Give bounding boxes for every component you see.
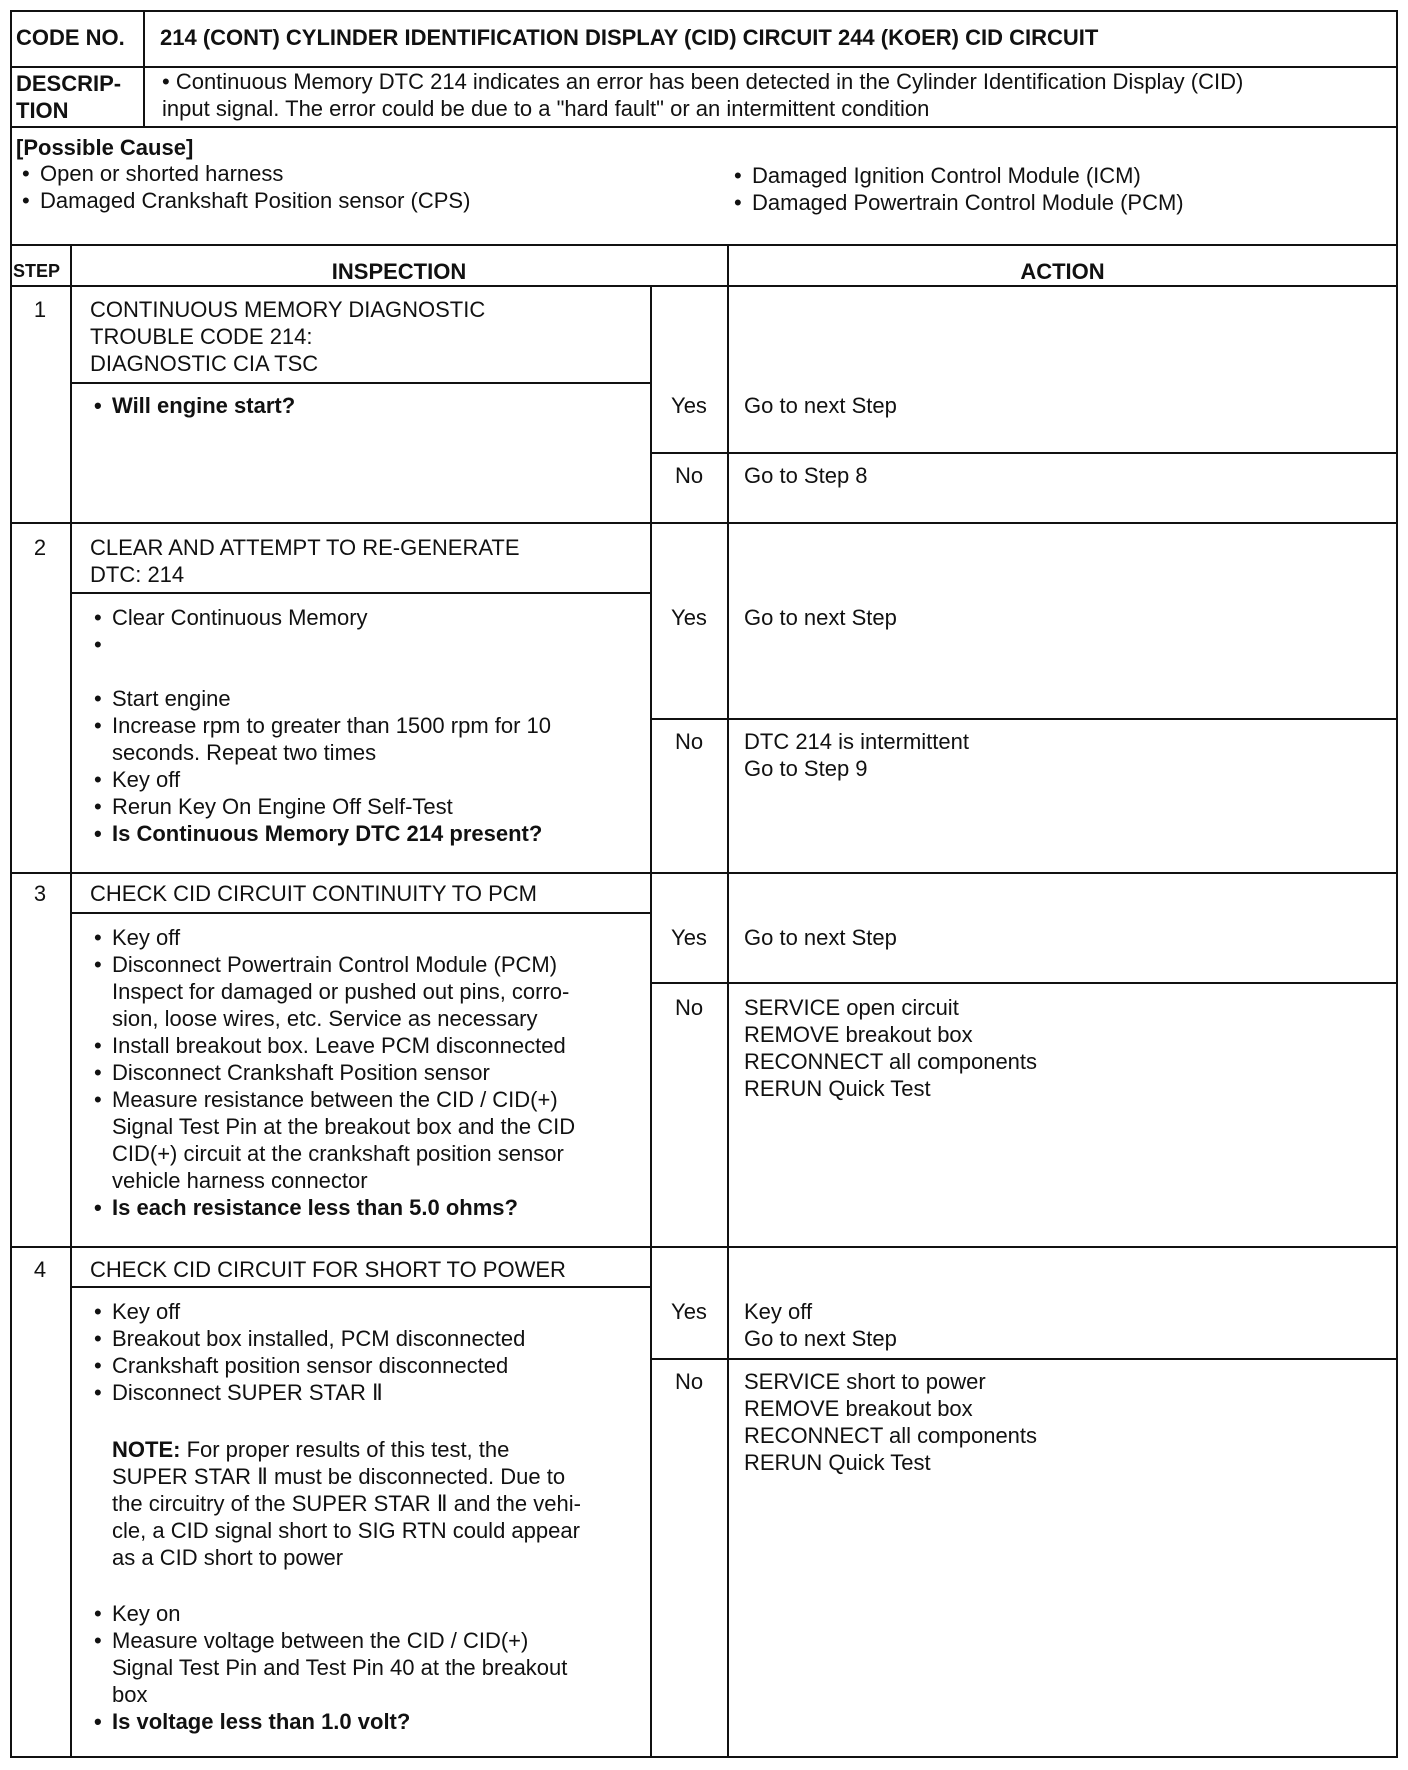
step-title: CHECK CID CIRCUIT CONTINUITY TO PCM	[90, 881, 537, 906]
step-title: CONTINUOUS MEMORY DIAGNOSTIC TROUBLE CODE 214: DIAGNOSTIC CIA TSC	[90, 297, 486, 376]
yes-label: Yes	[671, 393, 707, 418]
yes-action: Go to next Step	[744, 393, 897, 418]
step-number: 2	[33, 535, 47, 560]
description-text: • Continuous Memory DTC 214 indicates an error has been detected in the Cylinder Identification Display (CID) input signal. The error could be due to a "hard fault" or an intermittent condition	[162, 69, 1244, 121]
step-item: • Clear Continuous Memory	[88, 604, 551, 631]
step-item: • Measure resistance between the CID / CID(+) Signal Test Pin at the breakout box and the CID CID(+) circuit at the crankshaft position sensor vehicle harness connector	[88, 1086, 575, 1194]
step-item: • Disconnect Crankshaft Position sensor	[88, 1059, 575, 1086]
step-number: 3	[33, 881, 47, 906]
note-block	[88, 1436, 581, 1571]
step-checklist	[88, 604, 551, 847]
step-number: 1	[33, 297, 47, 322]
step-item: • Breakout box installed, PCM disconnected	[88, 1325, 525, 1352]
spacer	[88, 631, 551, 685]
step-item: • Increase rpm to greater than 1500 rpm for 10 seconds. Repeat two times	[88, 712, 551, 766]
cause-item: • Damaged Crankshaft Position sensor (CPS)	[16, 187, 470, 214]
code-label: CODE NO.	[16, 25, 125, 50]
step-item: • Key on	[88, 1600, 567, 1627]
step-item: • Start engine	[88, 685, 551, 712]
step-checklist	[88, 392, 295, 419]
step-checklist	[88, 1600, 567, 1735]
cause-item: • Damaged Powertrain Control Module (PCM)	[728, 189, 1184, 216]
no-label: No	[674, 1369, 704, 1394]
step-item: • Disconnect Powertrain Control Module (PCM) Inspect for damaged or pushed out pins, corro- sion, loose wires, etc. Service as necessary	[88, 951, 575, 1032]
no-label: No	[674, 995, 704, 1020]
step-number: 4	[33, 1257, 47, 1282]
yes-action: Go to next Step	[744, 605, 897, 630]
step-question: • Is each resistance less than 5.0 ohms?	[88, 1194, 575, 1221]
yes-label: Yes	[671, 925, 707, 950]
step-item: • Crankshaft position sensor disconnected	[88, 1352, 525, 1379]
column-header-inspection: INSPECTION	[331, 259, 467, 284]
note-label: NOTE:	[112, 1437, 181, 1462]
cause-item: • Open or shorted harness	[16, 160, 470, 187]
step-item: • Key off	[88, 1298, 525, 1325]
step-checklist	[88, 1298, 525, 1406]
step-question: • Is voltage less than 1.0 volt?	[88, 1708, 567, 1735]
note-text: For proper results of this test, the SUPER STAR Ⅱ must be disconnected. Due to the circuitry of the SUPER STAR Ⅱ and the vehi- cle, a CID signal short to SIG RTN could appear as a CID short to power	[112, 1437, 581, 1570]
yes-action: Go to next Step	[744, 925, 897, 950]
no-action: Go to Step 8	[744, 463, 868, 488]
step-item: • Rerun Key On Engine Off Self-Test	[88, 793, 551, 820]
step-item: • Disconnect SUPER STAR Ⅱ	[88, 1379, 525, 1406]
description-label: DESCRIP- TION	[16, 71, 122, 123]
column-header-step: STEP	[13, 261, 61, 281]
no-label: No	[674, 463, 704, 488]
no-action: SERVICE open circuit REMOVE breakout box RECONNECT all components RERUN Quick Test	[744, 995, 1038, 1101]
step-title: CLEAR AND ATTEMPT TO RE-GENERATE DTC: 214	[90, 535, 520, 587]
column-header-action: ACTION	[1020, 259, 1105, 284]
no-action: SERVICE short to power REMOVE breakout box RECONNECT all components RERUN Quick Test	[744, 1369, 1038, 1475]
step-title: CHECK CID CIRCUIT FOR SHORT TO POWER	[90, 1257, 566, 1282]
step-question: • Is Continuous Memory DTC 214 present?	[88, 820, 551, 847]
page-title: 214 (CONT) CYLINDER IDENTIFICATION DISPLAY (CID) CIRCUIT 244 (KOER) CID CIRCUIT	[160, 25, 1099, 50]
no-action: DTC 214 is intermittent Go to Step 9	[744, 729, 969, 781]
yes-label: Yes	[671, 1299, 707, 1324]
step-item: • Install breakout box. Leave PCM disconnected	[88, 1032, 575, 1059]
possible-cause-label: [Possible Cause]	[16, 135, 194, 160]
step-checklist	[88, 924, 575, 1221]
possible-cause-left	[16, 160, 470, 214]
step-question: • Will engine start?	[88, 392, 295, 419]
yes-label: Yes	[671, 605, 707, 630]
cause-item: • Damaged Ignition Control Module (ICM)	[728, 162, 1184, 189]
no-label: No	[674, 729, 704, 754]
step-item: • Key off	[88, 766, 551, 793]
step-item: • Key off	[88, 924, 575, 951]
yes-action: Key off Go to next Step	[744, 1299, 897, 1351]
possible-cause-right	[728, 162, 1184, 216]
step-item: • Measure voltage between the CID / CID(+) Signal Test Pin and Test Pin 40 at the breakout box	[88, 1627, 567, 1708]
